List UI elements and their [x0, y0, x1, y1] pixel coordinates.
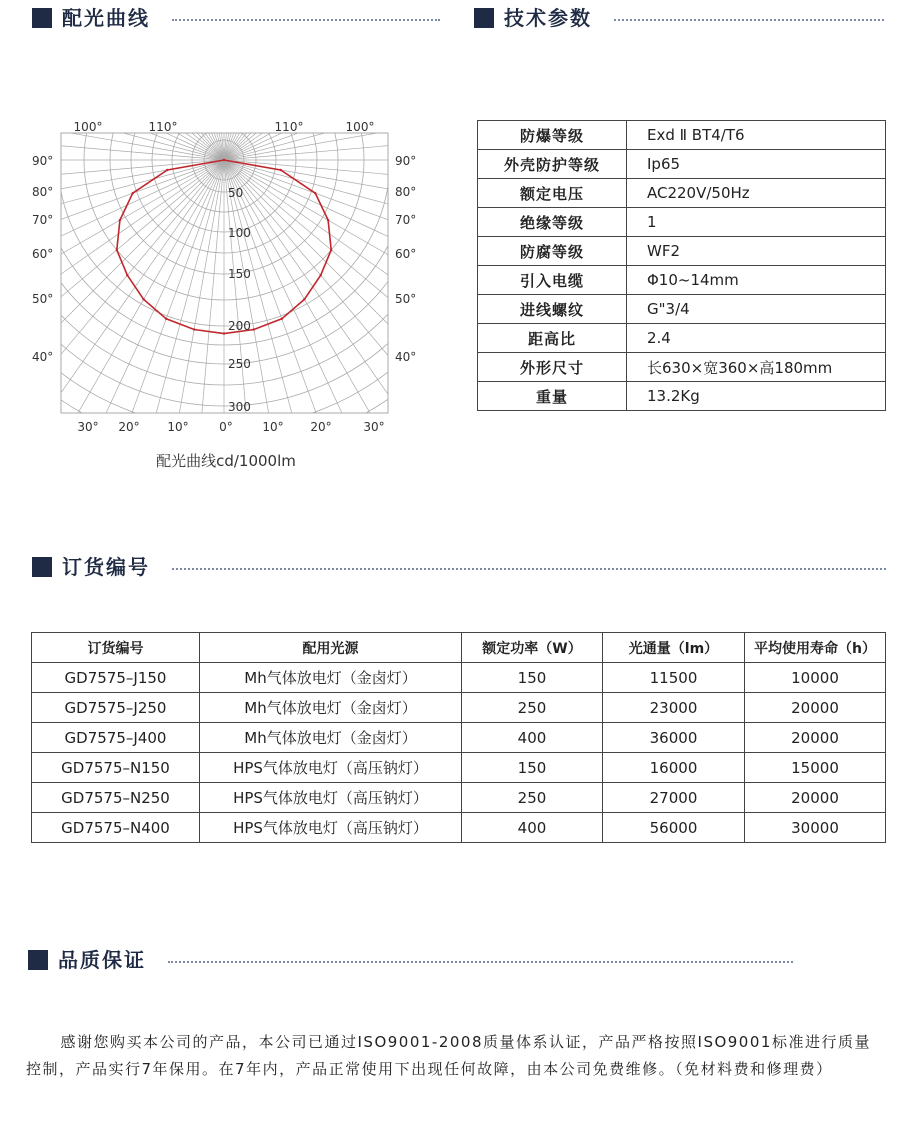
grid-ray [0, 0, 224, 160]
section-marker-icon [32, 557, 52, 577]
table-cell: 20000 [745, 693, 886, 723]
column-header: 平均使用寿命（h） [745, 633, 886, 663]
table-cell: 36000 [603, 723, 745, 753]
section-title: 品质保证 [58, 948, 146, 972]
grid-ray [224, 160, 460, 480]
grid-ray [187, 0, 224, 160]
table-cell: GD7575–J250 [32, 693, 200, 723]
table-cell: 11500 [603, 663, 745, 693]
spec-row [478, 179, 886, 208]
grid-ray [0, 0, 224, 160]
angle-label: 80° [32, 185, 54, 199]
spec-key: 绝缘等级 [478, 208, 627, 237]
chart-frame [61, 133, 388, 413]
angle-label: 100° [73, 120, 103, 134]
curve-point [132, 192, 134, 194]
chart-caption: 配光曲线cd/1000lm [156, 452, 296, 470]
column-header: 额定功率（W） [462, 633, 603, 663]
curve-point [281, 318, 283, 320]
table-cell: 23000 [603, 693, 745, 723]
table-cell: GD7575–N400 [32, 813, 200, 843]
grid-ray [0, 160, 224, 480]
table-cell: 400 [462, 813, 603, 843]
angle-label: 70° [32, 213, 54, 227]
spec-key: 外壳防护等级 [478, 150, 627, 179]
spec-key: 引入电缆 [478, 266, 627, 295]
quality-section-header [28, 946, 793, 974]
spec-row [478, 353, 886, 382]
spec-value: Φ10~14mm [627, 266, 886, 295]
radial-label: 250 [228, 357, 251, 371]
curve-point [303, 298, 305, 300]
table-row [32, 813, 886, 843]
grid-ray [115, 0, 224, 160]
spec-value: 2.4 [627, 324, 886, 353]
spec-key: 额定电压 [478, 179, 627, 208]
grid-ray [0, 51, 224, 160]
table-cell: GD7575–J150 [32, 663, 200, 693]
grid-ray [0, 0, 224, 160]
spec-key: 防腐等级 [478, 237, 627, 266]
table-cell: GD7575–N150 [32, 753, 200, 783]
table-cell: 56000 [603, 813, 745, 843]
angle-label: 110° [274, 120, 304, 134]
spec-value: AC220V/50Hz [627, 179, 886, 208]
angle-label: 20° [118, 420, 140, 434]
table-cell: Mh气体放电灯（金卤灯） [200, 723, 462, 753]
column-header: 光通量（lm） [603, 633, 745, 663]
table-cell: 30000 [745, 813, 886, 843]
dotted-divider [614, 19, 884, 21]
grid-ray [14, 0, 224, 160]
curve-point [327, 219, 329, 221]
grid-ray [80, 160, 224, 480]
table-cell: Mh气体放电灯（金卤灯） [200, 693, 462, 723]
grid-ray [224, 123, 460, 160]
grid-ray [0, 87, 224, 160]
curve-point [223, 159, 225, 161]
spec-table [477, 120, 886, 411]
table-cell: Mh气体放电灯（金卤灯） [200, 663, 462, 693]
table-cell: GD7575–N250 [32, 783, 200, 813]
curve-point [314, 192, 316, 194]
section-title: 订货编号 [62, 555, 150, 579]
spec-key: 进线螺纹 [478, 295, 627, 324]
angle-label: 110° [148, 120, 178, 134]
section-title: 配光曲线 [62, 6, 150, 30]
spec-key: 外形尺寸 [478, 353, 627, 382]
angle-label: 40° [32, 350, 54, 364]
order-section-header [32, 553, 886, 581]
spec-value: Ip65 [627, 150, 886, 179]
grid-ray [0, 0, 224, 160]
spec-key: 防爆等级 [478, 121, 627, 150]
table-cell: 20000 [745, 723, 886, 753]
grid-ray [224, 0, 460, 160]
radial-label: 200 [228, 319, 251, 333]
curve-point [223, 332, 225, 334]
grid-ray [224, 0, 261, 160]
table-cell: HPS气体放电灯（高压钠灯） [200, 783, 462, 813]
spec-value: WF2 [627, 237, 886, 266]
radial-label: 300 [228, 400, 251, 414]
angle-label: 10° [262, 420, 284, 434]
grid-arc [0, 0, 449, 385]
tech-section-header [474, 4, 884, 32]
angle-label: 70° [395, 213, 417, 227]
grid-ray [0, 0, 224, 160]
radial-label: 50 [228, 186, 244, 200]
angle-label: 30° [77, 420, 99, 434]
spec-value: 13.2Kg [627, 382, 886, 411]
spec-value: 1 [627, 208, 886, 237]
table-cell: 250 [462, 693, 603, 723]
angle-label: 60° [32, 247, 54, 261]
angle-label: 80° [395, 185, 417, 199]
grid-ray [0, 160, 224, 457]
table-row [32, 753, 886, 783]
curve-point [166, 169, 168, 171]
grid-ray [0, 0, 224, 160]
grid-ray [224, 0, 460, 160]
grid-ray [224, 160, 460, 480]
curve-point [280, 169, 282, 171]
curve-point [253, 328, 255, 330]
angle-label: 10° [167, 420, 189, 434]
grid-ray [224, 160, 460, 430]
spec-value: G"3/4 [627, 295, 886, 324]
table-cell: 250 [462, 783, 603, 813]
table-row [32, 723, 886, 753]
curve-point [330, 249, 332, 251]
spec-row [478, 382, 886, 411]
angle-label: 60° [395, 247, 417, 261]
column-header: 配用光源 [200, 633, 462, 663]
spec-row [478, 121, 886, 150]
table-cell: HPS气体放电灯（高压钠灯） [200, 813, 462, 843]
spec-row [478, 150, 886, 179]
dotted-divider [172, 568, 886, 570]
radial-label: 100 [228, 226, 251, 240]
grid-ray [224, 0, 460, 160]
table-cell: 15000 [745, 753, 886, 783]
angle-label: 50° [395, 292, 417, 306]
spec-key: 距高比 [478, 324, 627, 353]
table-row [32, 783, 886, 813]
quality-statement: 感谢您购买本公司的产品，本公司已通过ISO9001-2008质量体系认证，产品严格按照ISO9001标准进行质量控制，产品实行7年保用。在7年内，产品正常使用下出现任何故障，由本公司免费维修。（免材料费和修理费） [26, 1033, 871, 1078]
table-row [32, 663, 886, 693]
table-header-row [32, 633, 886, 663]
table-row [32, 693, 886, 723]
spec-row [478, 295, 886, 324]
angle-label: 90° [32, 154, 54, 168]
section-title: 技术参数 [504, 6, 592, 30]
table-cell: 16000 [603, 753, 745, 783]
curve-point [193, 328, 195, 330]
angle-label: 20° [310, 420, 332, 434]
grid-ray [224, 87, 460, 160]
table-cell: GD7575–J400 [32, 723, 200, 753]
grid-ray [224, 0, 460, 160]
spec-row [478, 237, 886, 266]
spec-value: Exd Ⅱ BT4/T6 [627, 121, 886, 150]
spec-row [478, 208, 886, 237]
angle-label: 0° [219, 420, 233, 434]
section-marker-icon [28, 950, 48, 970]
curve-point [142, 298, 144, 300]
grid-ray [224, 160, 460, 337]
table-cell: 20000 [745, 783, 886, 813]
dotted-divider [168, 961, 793, 963]
table-cell: 150 [462, 753, 603, 783]
radial-label: 150 [228, 267, 251, 281]
curve-point [165, 318, 167, 320]
angle-label: 90° [395, 154, 417, 168]
spec-key: 重量 [478, 382, 627, 411]
spec-row [478, 324, 886, 353]
order-table [31, 632, 886, 843]
grid-ray [224, 0, 460, 160]
light-distribution-chart [0, 0, 460, 480]
section-marker-icon [474, 8, 494, 28]
curve-point [119, 219, 121, 221]
grid-ray [224, 0, 434, 160]
spec-row [478, 266, 886, 295]
grid-ray [224, 16, 460, 160]
table-cell: 27000 [603, 783, 745, 813]
spec-value: 长630×宽360×高180mm [627, 353, 886, 382]
grid-ray [224, 0, 460, 160]
angle-label: 50° [32, 292, 54, 306]
angle-label: 100° [345, 120, 375, 134]
curve-point [116, 249, 118, 251]
angle-label: 30° [363, 420, 385, 434]
curve-point [126, 274, 128, 276]
table-cell: HPS气体放电灯（高压钠灯） [200, 753, 462, 783]
column-header: 订货编号 [32, 633, 200, 663]
grid-ray [224, 0, 333, 160]
curve-point [320, 274, 322, 276]
table-cell: 150 [462, 663, 603, 693]
grid-ray [0, 0, 224, 160]
grid-ray [224, 160, 460, 304]
table-cell: 10000 [745, 663, 886, 693]
angle-label: 40° [395, 350, 417, 364]
table-cell: 400 [462, 723, 603, 753]
grid-ray [224, 0, 460, 160]
